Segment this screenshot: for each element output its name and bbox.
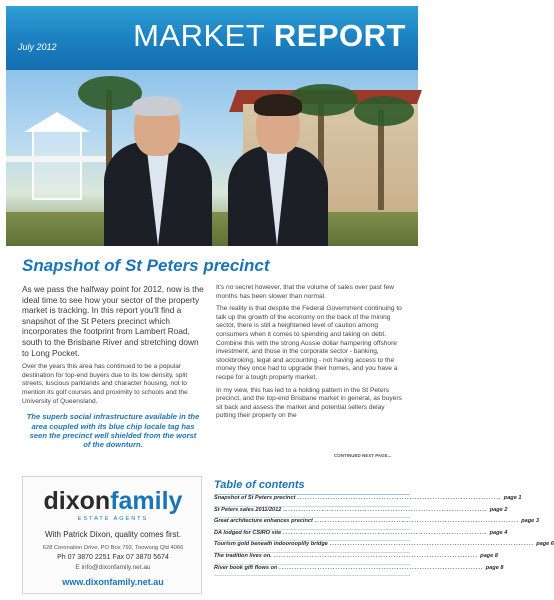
gazebo	[32, 130, 82, 200]
agency-logo	[23, 487, 203, 515]
report-title-word2: REPORT	[273, 18, 406, 53]
continued-next-page: CONTINUED NEXT PAGE...	[334, 453, 392, 458]
article-paragraph: The reality is that despite the Federal Government continuing to talk up the growth of the economy on the back of the mining sector, there is still a heightened level of caution among consumers when it comes to spending and taking on debt. Combine this with the strong Aussie dollar hampering offshore investment, and those in the corporate sector - banking, stockbroking, legal and accounting - not having access to the money they once had to upgrade their homes, and you have a recipe for a tough property market.	[216, 305, 402, 381]
toc-item-title: DA lodged for CSIRO site	[214, 529, 282, 536]
hair	[254, 94, 302, 116]
gazebo-roof	[24, 112, 90, 132]
toc-item-title: Tourism gold beneath indooroopilly bridge	[214, 541, 328, 548]
toc-item-title: The tradition lives on.	[214, 552, 272, 559]
agency-phone: Ph 07 3870 2251 Fax 07 3870 5674	[57, 554, 169, 561]
toc-item-title: St Peters sales 2011/2012	[214, 506, 282, 513]
article-lead: As we pass the halfway point for 2012, now is the ideal time to see how your sector of the property market is tracking. In this report you'll find a snapshot of the St Peters precinct which incorporates the footprint from Lambert Road, south to the Brisbane River and stretching down to Long Pocket.	[22, 284, 204, 358]
toc-leader-dots: ................................................................................	[279, 564, 484, 571]
toc-item-page: page 3	[521, 518, 539, 525]
toc-leader-dots: ................................................................................	[329, 541, 535, 548]
toc-item-title: River book gift flows on	[214, 564, 278, 571]
article-headline: Snapshot of St Peters precinct	[22, 256, 270, 275]
person-younger-man	[228, 86, 328, 246]
article-column-right	[216, 284, 406, 425]
toc-item-page: page 6	[536, 541, 554, 548]
pull-quote: The superb social infrastructure available in the area coupled with its blue chip locale tag has seen the precinct well shielded from the worst of the downturn.	[26, 412, 200, 450]
table-of-contents	[214, 479, 554, 576]
toc-list	[214, 495, 554, 576]
agency-contact-box	[22, 476, 202, 594]
toc-item[interactable]	[214, 564, 504, 577]
toc-item[interactable]	[214, 495, 522, 507]
toc-item-page: page 1	[503, 495, 522, 501]
toc-leader-dots: ................................................................................	[314, 518, 520, 525]
toc-item[interactable]	[214, 529, 508, 542]
toc-item-page: page 4	[489, 529, 508, 536]
issue-date: July 2012	[18, 42, 57, 52]
article-column-left	[22, 284, 204, 450]
lawn	[6, 212, 418, 246]
person-older-man	[104, 86, 212, 246]
toc-item-page: page 2	[489, 506, 508, 513]
toc-item[interactable]	[214, 518, 539, 530]
toc-item-title: Snapshot of St Peters precinct	[214, 495, 296, 501]
toc-item[interactable]	[214, 552, 498, 565]
agency-website-link[interactable]: www.dixonfamily.net.au	[62, 577, 164, 587]
hair	[132, 96, 182, 116]
toc-leader-dots: ................................................................................	[297, 495, 502, 501]
report-title-word1: MARKET	[133, 18, 265, 53]
toc-item-title: Great architecture enhances precinct	[214, 518, 313, 525]
article-paragraph: Over the years this area has continued to be a popular destination for top-end buyers due to its low density, split streets, luscious parklands and character housing, not to mention its golf courses and proximity to schools and the University of Queensland.	[22, 363, 188, 405]
hero-photo	[6, 70, 418, 246]
toc-leader-dots: ................................................................................	[273, 552, 479, 559]
palm-tree-fronds	[354, 96, 414, 126]
logo-text-family: family	[110, 487, 183, 515]
toc-item[interactable]	[214, 506, 508, 519]
article-paragraph: It's no secret however, that the volume of sales over past few months has been slower than normal.	[216, 284, 394, 300]
report-title	[133, 18, 406, 54]
header-banner	[6, 6, 418, 70]
agency-tagline: With Patrick Dixon, quality comes first.	[44, 530, 182, 539]
article-paragraph: In my view, this has led to a holding pattern in the St Peters precinct, and the top-end Brisbane market in general, as buyers sit back and assess the market and potential sellers delay putting their property on the	[216, 386, 402, 420]
agency-email[interactable]: E info@dixonfamily.net.au	[75, 564, 151, 571]
logo-text-dixon: dixon	[43, 487, 111, 515]
toc-item-page: page 8	[480, 552, 498, 559]
agency-address: 628 Coronation Drive, PO Box 792, Toowong Qld 4066	[42, 545, 184, 551]
toc-item[interactable]	[214, 541, 554, 553]
toc-leader-dots: ................................................................................	[283, 529, 488, 536]
logo-subtitle: ESTATE AGENTS	[77, 516, 149, 522]
toc-title: Table of contents	[214, 479, 410, 495]
toc-item-page: page 8	[485, 564, 504, 571]
toc-leader-dots: ................................................................................	[283, 506, 488, 513]
